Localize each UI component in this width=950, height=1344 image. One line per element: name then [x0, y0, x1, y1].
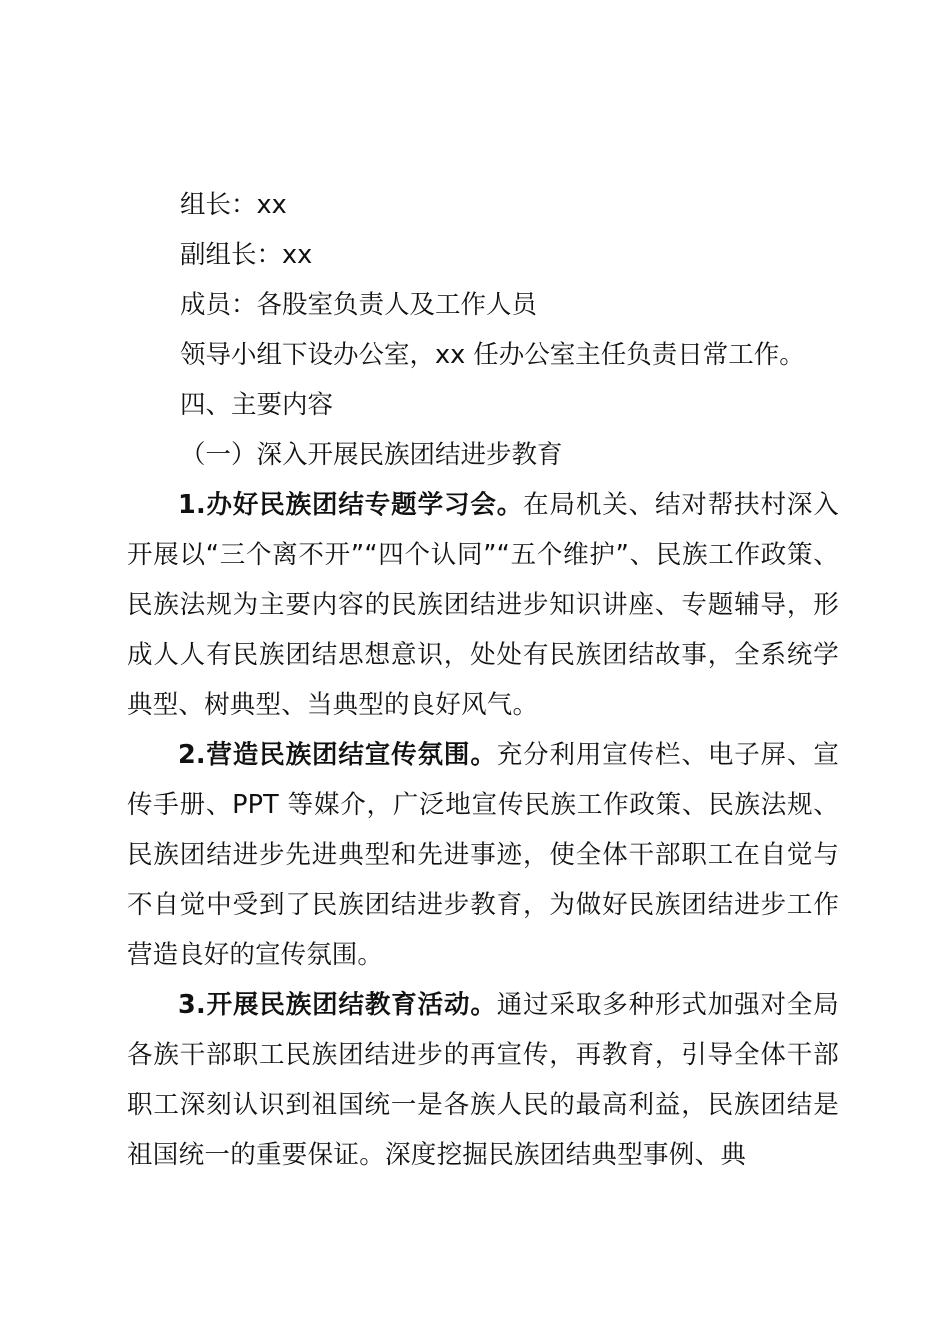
section-heading: 四、主要内容: [180, 390, 334, 420]
leader-line: 组长：xx: [180, 190, 287, 220]
paragraph-2-body: 充分利用宣传栏、电子屏、宣传手册、PPT 等媒介，广泛地宣传民族工作政策、民族法规、民族团结进步先进典型和先进事迹，使全体干部职工在自觉与不自觉中受到了民族团结进步教育，为做好民族团结进步工作营造良好的宣传氛围。: [127, 740, 839, 970]
paragraph-2: [127, 730, 839, 980]
paragraph-3-lead: 3.开展民族团结教育活动。: [178, 990, 497, 1020]
paragraph-1-lead: 1.办好民族团结专题学习会。: [178, 490, 524, 520]
office-line: 领导小组下设办公室，xx 任办公室主任负责日常工作。: [180, 340, 805, 370]
members-line: 成员：各股室负责人及工作人员: [180, 290, 538, 320]
paragraph-1: [127, 480, 839, 730]
paragraph-3-body: 通过采取多种形式加强对全局各族干部职工民族团结进步的再宣传，再教育，引导全体干部职工深刻认识到祖国统一是各族人民的最高利益，民族团结是祖国统一的重要保证。深度挖掘民族团结典型事例、典: [127, 990, 839, 1170]
paragraph-3: [127, 980, 839, 1180]
document-body: [127, 180, 839, 1180]
paragraph-2-lead: 2.营造民族团结宣传氛围。: [178, 740, 497, 770]
deputy-leader-line: 副组长：xx: [180, 240, 313, 270]
subsection-heading: （一）深入开展民族团结进步教育: [180, 440, 563, 470]
paragraph-1-body: 在局机关、结对帮扶村深入开展以“三个离不开”“四个认同”“五个维护”、民族工作政策、民族法规为主要内容的民族团结进步知识讲座、专题辅导，形成人人有民族团结思想意识，处处有民族团结故事，全系统学典型、树典型、当典型的良好风气。: [127, 490, 839, 720]
